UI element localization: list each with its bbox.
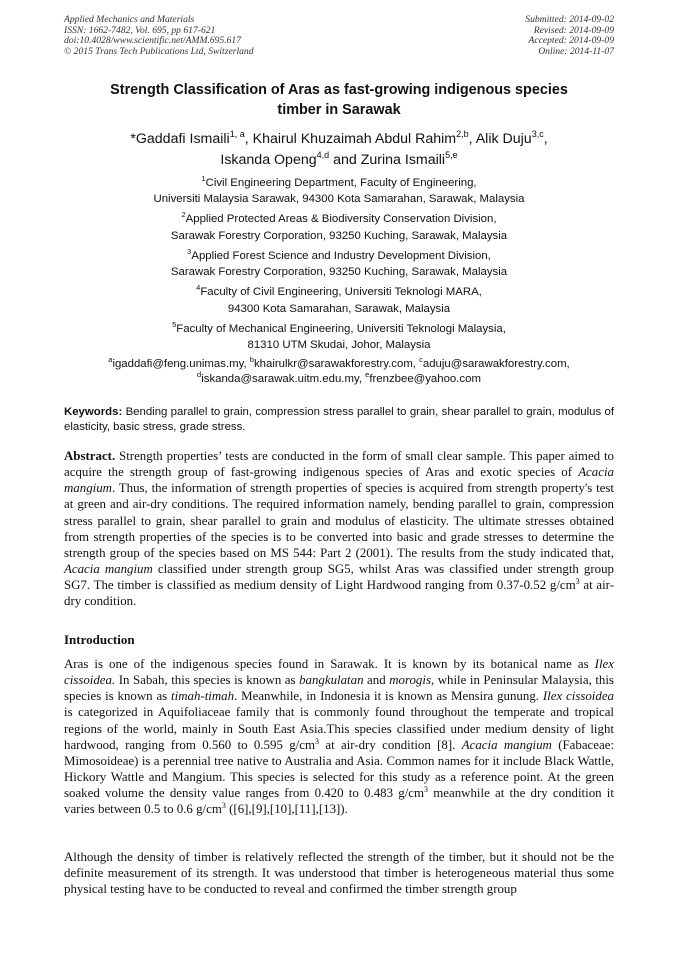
email-list [40, 357, 638, 387]
affiliation-num: 1 [201, 174, 206, 183]
author-name: Iskanda Openg [220, 151, 317, 168]
abstract-label: Abstract. [64, 449, 116, 463]
affiliation [40, 284, 638, 316]
author-sup: 3,c [531, 129, 544, 139]
abstract-text: classified under strength group SG5, whilst Aras was classified under strength group SG7. The timber is classified as medium density of Light Hardwood ranging from 0.37-0.52 g/cm [64, 562, 614, 593]
species-name: morogis [389, 673, 431, 688]
body-text: , while in Peninsular Malaysia, this species is known as [64, 673, 614, 704]
affiliation-line: 94300 Kota Samarahan, Sarawak, Malaysia [227, 302, 451, 315]
affiliation [40, 175, 638, 207]
body-text: is categorized in Aquifoliaceae family that is commonly found throughout the temperate and tropical regions of the world, mainly in South East Asia.This species classified under medium density of light hardwood, ranging from 0.560 to 0.595 g/cm [64, 705, 614, 752]
affiliation-line: Sarawak Forestry Corporation, 93250 Kuching, Sarawak, Malaysia [170, 266, 508, 279]
affiliation [40, 211, 638, 243]
species-name: Acacia mangium [64, 562, 153, 577]
affiliation-line: 81310 UTM Skudai, Johor, Malaysia [247, 339, 431, 352]
email-link[interactable]: aduju@sarawakforestry.com, [422, 358, 570, 371]
author-name: Khairul Khuzaimah Abdul Rahim [252, 131, 457, 147]
affiliation-line: Faculty of Civil Engineering, Universiti Teknologi MARA, [200, 286, 482, 299]
introduction-paragraph: Although the density of timber is relatively reflected the strength of the timber, but it should not be the definite measurement of its strength. It was understood that timber is heterogeneous material thus some physical testing have to be conducted to reveal and confirmed the timber strength group [64, 850, 614, 897]
affiliation-line: Applied Protected Areas & Biodiversity Conservation Division, [185, 213, 497, 226]
affiliation-num: 5 [172, 319, 177, 329]
body-text: meanwhile at the dry condition it varies between 0.5 to 0.6 g/cm [64, 786, 614, 817]
date-submitted: Submitted: 2014-09-02 [525, 14, 614, 25]
email-sup: a [108, 355, 113, 365]
author-sup: 1, a [229, 129, 245, 139]
affiliation [40, 321, 638, 353]
affiliation-num: 4 [196, 283, 201, 293]
introduction-paragraph [64, 656, 614, 818]
email-link[interactable]: igaddafi@feng.unimas.my, [112, 358, 247, 371]
author-sup: 2,b [456, 129, 469, 139]
date-online: Online: 2014-11-07 [538, 45, 614, 57]
author-line: *Gaddafi Ismaili$^{1, a}$, Khairul Khuzaimah Abdul Rahim$^{2,b}$, Alik Duju$^{3,c}$, [130, 129, 548, 147]
body-text: ([6],[9],[10],[11],[13]). [229, 802, 348, 817]
email-link[interactable]: khairulkr@sarawakforestry.com, [253, 358, 416, 371]
date-revised: Revised: 2014-09-09 [533, 24, 614, 36]
species-name: Acacia mangium [461, 737, 552, 752]
affiliations [40, 175, 638, 387]
superscript: 3 [221, 801, 226, 811]
affiliation-num: 3 [187, 246, 192, 256]
superscript: 3 [424, 785, 429, 795]
affiliation [40, 248, 638, 280]
body-text: Aras is one of the indigenous species found in Sarawak. It is known by its botanical name as [64, 657, 589, 671]
author-sup: 5,e [445, 149, 458, 160]
body-text: at air-dry condition [8]. [325, 737, 456, 752]
affiliation-line: Sarawak Forestry Corporation, 93250 Kuching, Sarawak, Malaysia [170, 229, 508, 242]
author-sup: 4,d [316, 149, 330, 160]
keywords-label: Keywords: [64, 406, 123, 418]
date-accepted: Accepted: 2014-09-09 [528, 35, 614, 47]
author-name: Zurina Ismaili [360, 151, 446, 168]
abstract-text: at air-dry condition. [64, 578, 614, 609]
email-link[interactable]: iskanda@sarawak.uitm.edu.my, [201, 373, 362, 386]
journal-issn: ISSN: 1662-7482, Vol. 695, pp 617-621 [64, 24, 216, 36]
journal-doi: doi:10.4028/www.scientific.net/AMM.695.617 [64, 35, 242, 47]
affiliation-line: Faculty of Mechanical Engineering, Universiti Teknologi Malaysia, [176, 322, 506, 335]
species-name: bangkulatan [299, 673, 364, 688]
affiliation-line: Civil Engineering Department, Faculty of Engineering, [205, 177, 477, 189]
body-text: In Sabah, this species is known as [118, 673, 296, 688]
affiliation-line: Universiti Malaysia Sarawak, 94300 Kota Samarahan, Sarawak, Malaysia [153, 193, 525, 206]
keywords-text: Bending parallel to grain, compression stress parallel to grain, shear parallel to grain, modulus of elasticity, basic stress, grade stress. [64, 406, 614, 434]
paper-title [64, 81, 614, 120]
journal-name: Applied Mechanics and Materials [64, 14, 195, 25]
abstract-text: Strength properties’ tests are conducted in the form of small clear sample. This paper aimed to acquire the strength group of fast-growing indigenous species of Aras and exotic species of [64, 449, 614, 480]
email-sup: e [365, 370, 370, 380]
section-heading-introduction: Introduction [64, 632, 135, 647]
author-list [40, 129, 638, 170]
superscript: 3 [315, 736, 319, 746]
author-line [40, 150, 638, 171]
author-name: Alik Duju [475, 131, 532, 147]
affiliation-line: Applied Forest Science and Industry Development Division, [191, 249, 491, 262]
abstract [64, 448, 614, 610]
superscript: 3 [575, 577, 580, 587]
species-name: Ilex cissoidea [542, 689, 614, 704]
journal-header-left [64, 15, 254, 57]
body-text: (Fabaceae: Mimosoideae) is a perennial tree native to Australia and Asia. Common names for it include Black Wattle, Hickory Wattle and Mangium. This species is selected for this study as a reference point. At the green soaked volume the density value ranges from 0.420 to 0.483 g/cm [64, 737, 615, 801]
email-sup: d [197, 370, 202, 380]
species-name: Ilex cissoidea. [64, 657, 614, 688]
journal-copyright: © 2015 Trans Tech Publications Ltd, Switzerland [64, 45, 254, 57]
paper-title-line: Strength Classification of Aras as fast-growing indigenous species [110, 82, 568, 98]
keywords [64, 405, 614, 435]
email-sup: b [249, 355, 254, 365]
species-name: Acacia mangium [64, 465, 614, 496]
affiliation-num: 2 [181, 210, 186, 220]
email-sup: c [419, 355, 423, 365]
body-text: . Meanwhile, in Indonesia it is known as Mensira gunung. [234, 689, 539, 704]
paper-title-line: timber in Sarawak [277, 101, 401, 118]
body-text: and [367, 673, 386, 688]
abstract-text: . Thus, the information of strength properties of species is acquired from strength property's test at green and air-dry conditions. The required information namely, bending parallel to grain, compression stress parallel to grain, shear parallel to grain and modulus of elasticity. The ultimate stresses obtained from strength properties of the species is to be converted into basic and grade stresses to determine the strength group of the species based on MS 544: Part 2 (2001). The results from the study indicated that, [64, 481, 614, 560]
journal-header-right [525, 15, 614, 57]
author-name: *Gaddafi Ismaili [130, 131, 230, 147]
species-name: timah-timah [171, 689, 235, 704]
author-conjunction: and [333, 151, 357, 168]
email-link[interactable]: frenzbee@yahoo.com [369, 373, 481, 386]
